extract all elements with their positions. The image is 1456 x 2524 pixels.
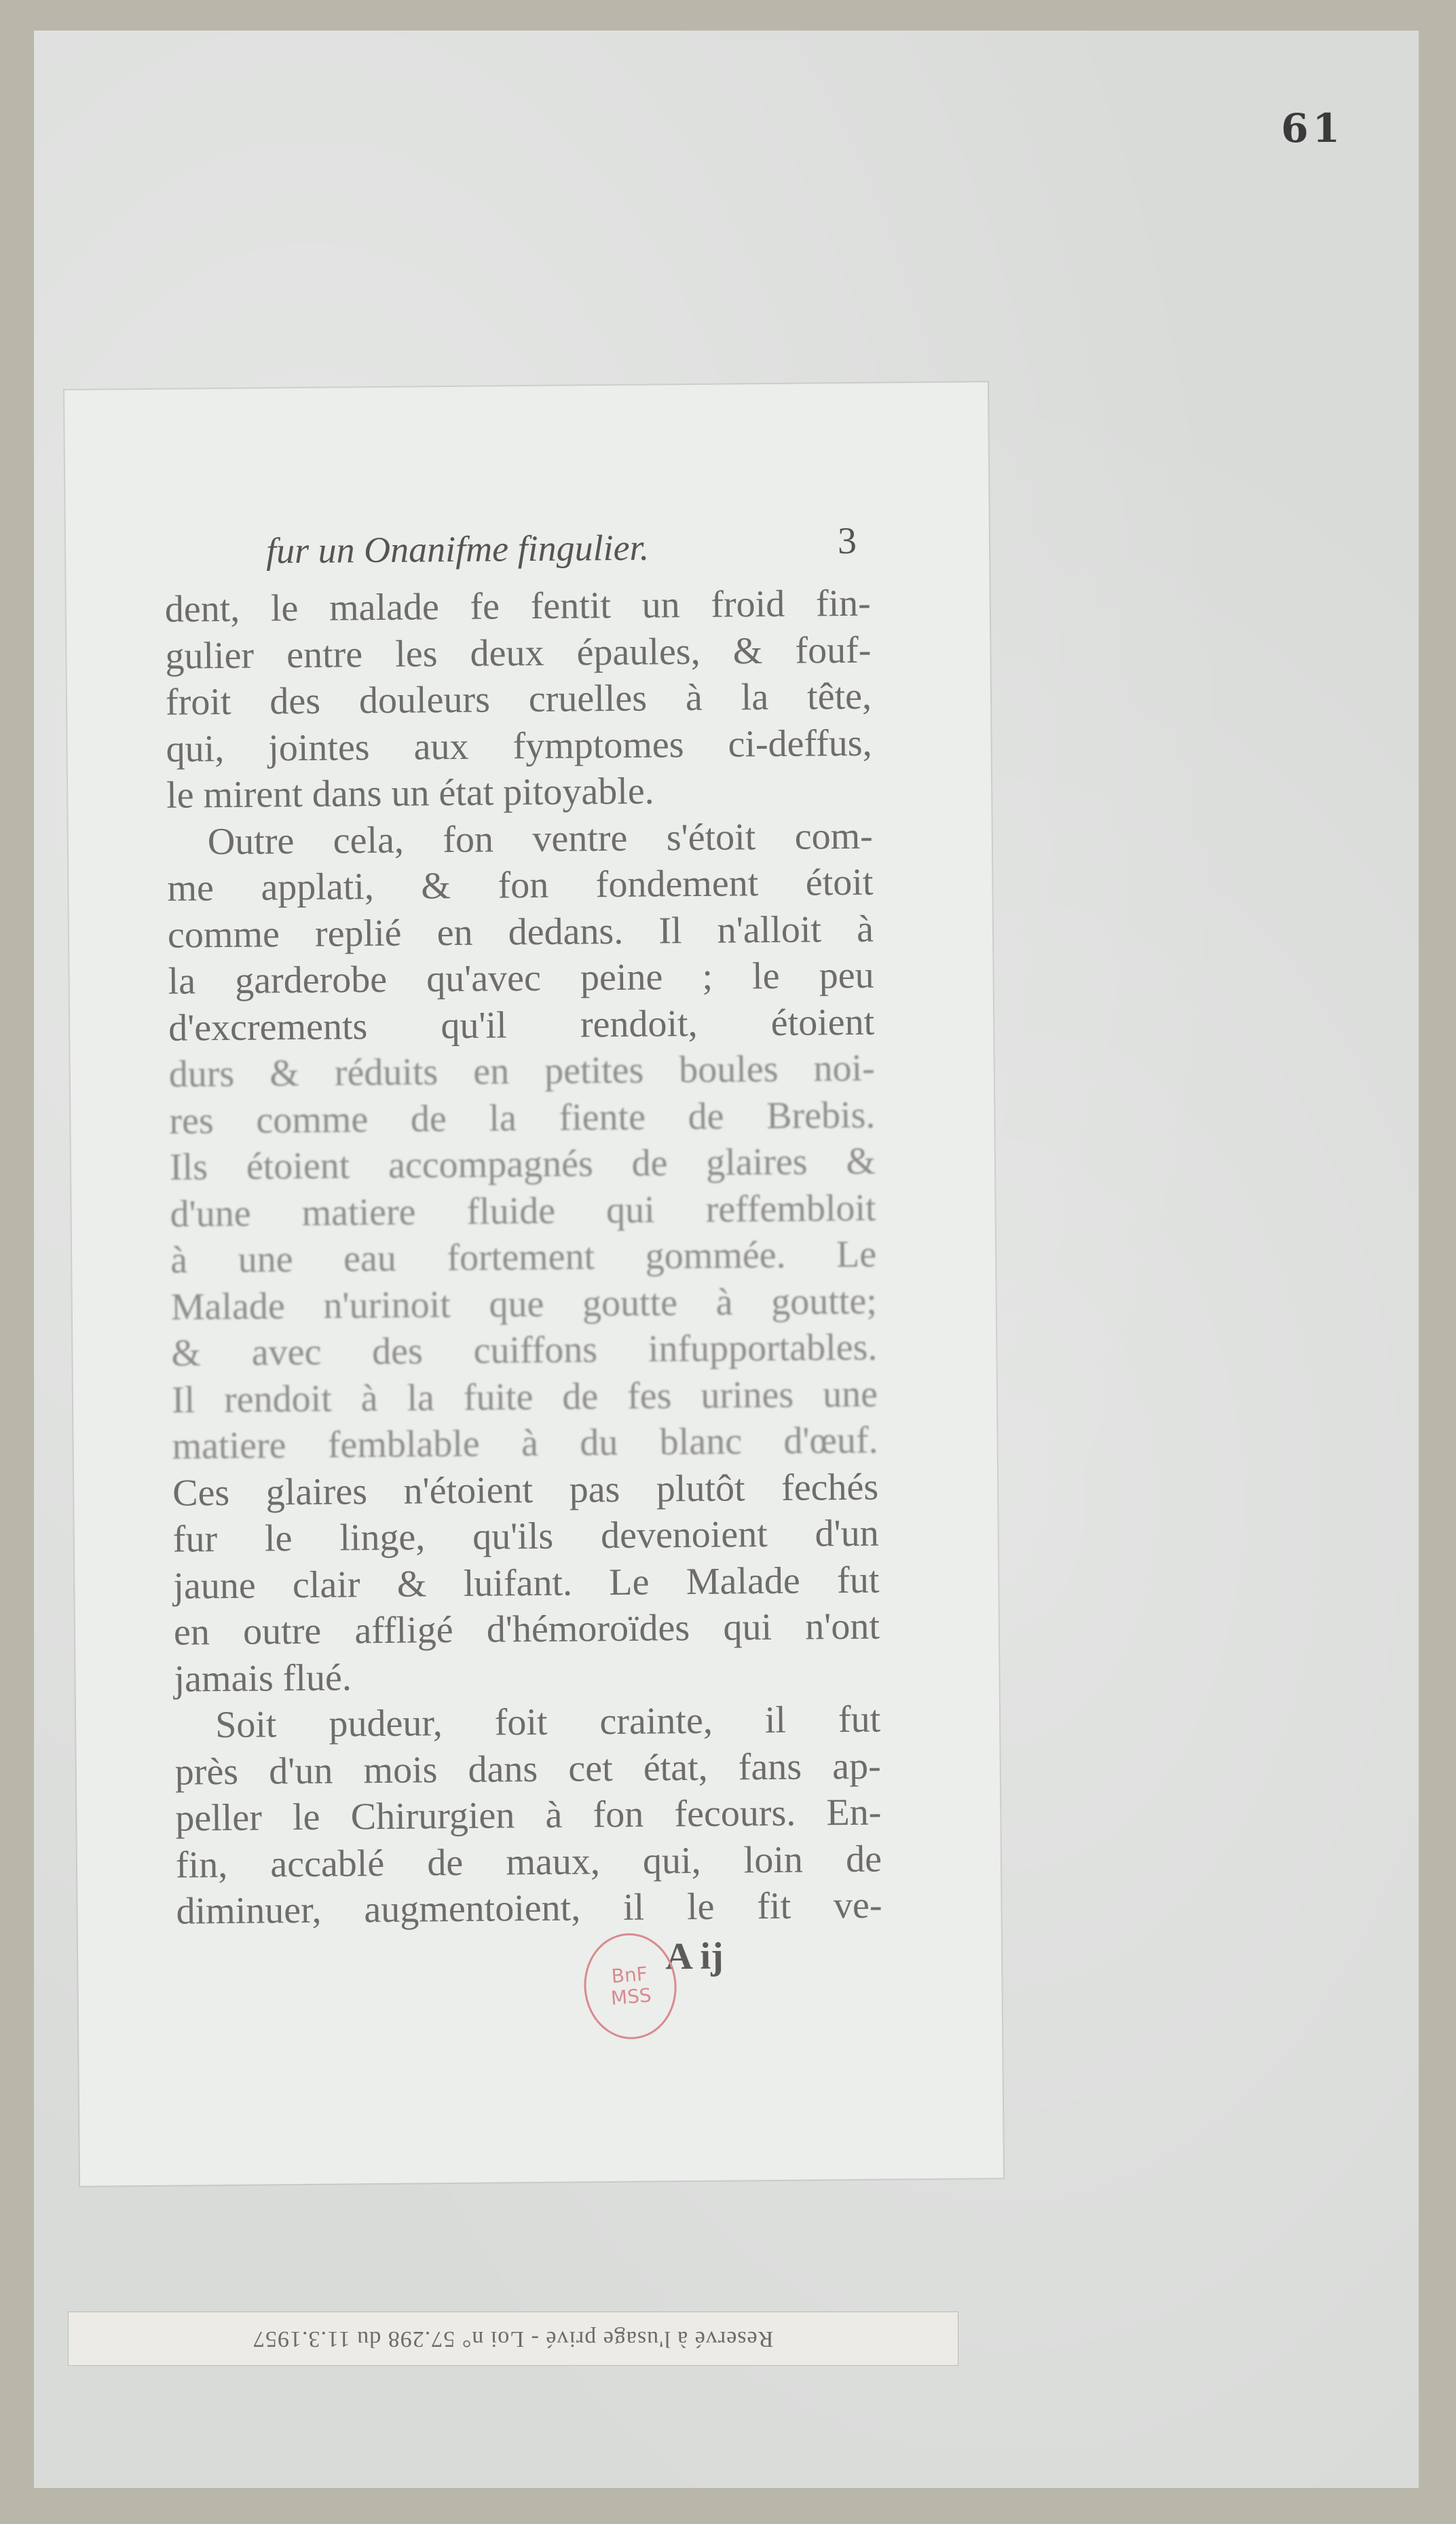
text-line: Outre cela, fon ventre s'étoit com- bbox=[207, 815, 874, 863]
reproduction-notice-label bbox=[68, 2312, 958, 2366]
running-head bbox=[164, 519, 871, 587]
running-head-title: fur un Onanifme fingulier. bbox=[265, 527, 650, 572]
text-line: à une eau fortement gommée. Le bbox=[170, 1233, 877, 1282]
text-line: le mirent dans un état pitoyable. bbox=[166, 770, 654, 817]
printed-page bbox=[64, 382, 1003, 2186]
text-line: jamais flué. bbox=[174, 1656, 352, 1701]
text-line: d'une matiere fluide qui reffembloit bbox=[170, 1187, 876, 1236]
text-line: res comme de la fiente de Brebis. bbox=[169, 1094, 876, 1143]
text-line: fur le linge, qu'ils devenoient d'un bbox=[172, 1512, 880, 1561]
text-line: & avec des cuiffons infupportables. bbox=[171, 1326, 878, 1375]
text-line: qui, jointes aux fymptomes ci-deffus, bbox=[166, 722, 872, 771]
text-line: Ces glaires n'étoient pas plutôt fechés bbox=[172, 1466, 879, 1515]
text-line: Ils étoient accompagnés de glaires & bbox=[169, 1140, 876, 1189]
text-line: jaune clair & luifant. Le Malade fut bbox=[173, 1559, 880, 1608]
text-line: matiere femblable à du blanc d'œuf. bbox=[172, 1419, 878, 1468]
text-line: comme replié en dedans. Il n'alloit à bbox=[167, 908, 874, 957]
folio-number: 61 bbox=[1281, 105, 1344, 151]
text-line: Malade n'urinoit que goutte à goutte; bbox=[170, 1280, 878, 1329]
text-line: diminuer, augmentoient, il le fit ve- bbox=[176, 1884, 882, 1933]
reproduction-notice: Reservé à l'usage privé - Loi n° 57.298 du 11.3.1957 bbox=[253, 2326, 774, 2352]
text-block bbox=[164, 519, 883, 1982]
signature-mark: A ij bbox=[665, 1935, 724, 1978]
text-line: me applati, & fon fondement étoit bbox=[167, 861, 874, 910]
stamp-line: MSS bbox=[610, 1984, 652, 2010]
text-line: dent, le malade fe fentit un froid fin- bbox=[164, 582, 872, 631]
text-line: gulier entre les deux épaules, & fouf- bbox=[165, 629, 872, 678]
page-number: 3 bbox=[837, 519, 857, 563]
text-line: durs & réduits en petites boules noi- bbox=[168, 1047, 876, 1096]
text-line: peller le Chirurgien à fon fecours. En- bbox=[175, 1791, 882, 1840]
text-line: froit des douleurs cruelles à la tête, bbox=[165, 675, 872, 724]
stamp-line: BnF bbox=[610, 1962, 648, 1988]
text-line: près d'un mois dans cet état, fans ap- bbox=[174, 1745, 881, 1794]
text-line: d'excrements qu'il rendoit, étoient bbox=[168, 1001, 875, 1050]
text-line: la garderobe qu'avec peine ; le peu bbox=[168, 954, 874, 1003]
text-line: Soit pudeur, foit crainte, il fut bbox=[214, 1698, 881, 1747]
text-line: Il rendoit à la fuite de fes urines une bbox=[171, 1373, 878, 1422]
text-line: fin, accablé de maux, qui, loin de bbox=[175, 1838, 882, 1887]
text-line: en outre affligé d'hémoroïdes qui n'ont bbox=[173, 1605, 880, 1654]
